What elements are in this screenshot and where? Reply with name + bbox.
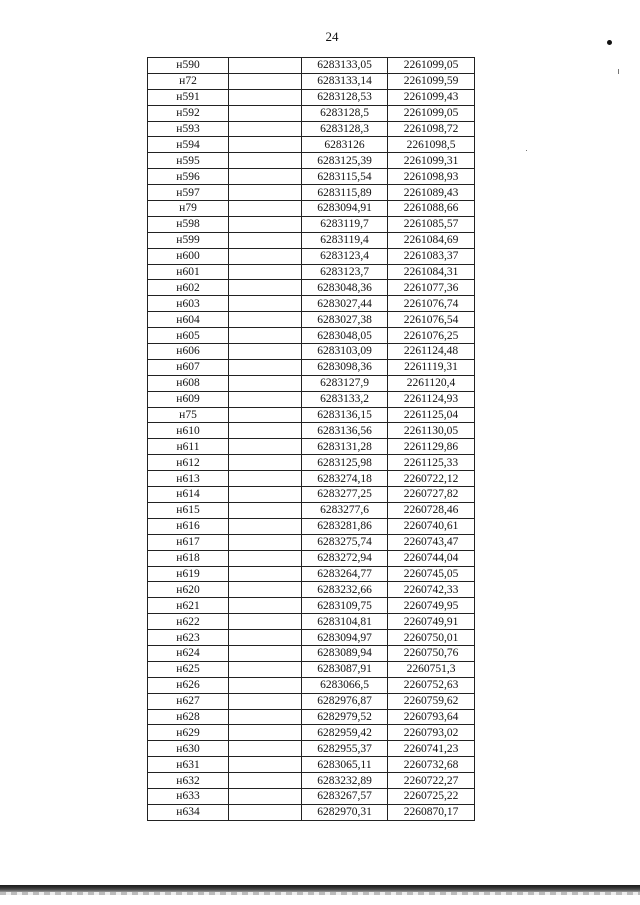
table-row — [148, 153, 475, 169]
blank-cell — [229, 264, 302, 280]
y-coordinate-cell: 2261124,48 — [388, 344, 475, 360]
x-coordinate-cell: 6283136,56 — [302, 423, 388, 439]
blank-cell — [229, 645, 302, 661]
blank-cell — [229, 216, 302, 232]
point-name-cell: н632 — [148, 773, 229, 789]
blank-cell — [229, 58, 302, 74]
blank-cell — [229, 328, 302, 344]
point-name-cell: н622 — [148, 614, 229, 630]
blank-cell — [229, 534, 302, 550]
point-name-cell: н609 — [148, 391, 229, 407]
table-row — [148, 423, 475, 439]
table-row — [148, 487, 475, 503]
y-coordinate-cell: 2261120,4 — [388, 375, 475, 391]
x-coordinate-cell: 6283126 — [302, 137, 388, 153]
blank-cell — [229, 773, 302, 789]
y-coordinate-cell: 2260745,05 — [388, 566, 475, 582]
table-row — [148, 502, 475, 518]
x-coordinate-cell: 6283104,81 — [302, 614, 388, 630]
y-coordinate-cell: 2261076,74 — [388, 296, 475, 312]
y-coordinate-cell: 2260749,95 — [388, 598, 475, 614]
table-row — [148, 296, 475, 312]
table-row — [148, 89, 475, 105]
point-name-cell: н594 — [148, 137, 229, 153]
y-coordinate-cell: 2260793,64 — [388, 709, 475, 725]
x-coordinate-cell: 6282955,37 — [302, 741, 388, 757]
x-coordinate-cell: 6283103,09 — [302, 344, 388, 360]
y-coordinate-cell: 2260725,22 — [388, 788, 475, 804]
table-row — [148, 709, 475, 725]
table-row — [148, 58, 475, 74]
scan-artifact-speck — [526, 150, 527, 151]
point-name-cell: н601 — [148, 264, 229, 280]
x-coordinate-cell: 6283272,94 — [302, 550, 388, 566]
blank-cell — [229, 487, 302, 503]
blank-cell — [229, 709, 302, 725]
point-name-cell: н634 — [148, 804, 229, 820]
point-name-cell: н620 — [148, 582, 229, 598]
x-coordinate-cell: 6283128,3 — [302, 121, 388, 137]
blank-cell — [229, 741, 302, 757]
point-name-cell: н603 — [148, 296, 229, 312]
table-row — [148, 455, 475, 471]
y-coordinate-cell: 2261098,93 — [388, 169, 475, 185]
x-coordinate-cell: 6283127,9 — [302, 375, 388, 391]
table-row — [148, 73, 475, 89]
x-coordinate-cell: 6283232,66 — [302, 582, 388, 598]
blank-cell — [229, 502, 302, 518]
table-row — [148, 693, 475, 709]
table-row — [148, 582, 475, 598]
y-coordinate-cell: 2260750,01 — [388, 630, 475, 646]
x-coordinate-cell: 6282979,52 — [302, 709, 388, 725]
table-row — [148, 630, 475, 646]
point-name-cell: н614 — [148, 487, 229, 503]
x-coordinate-cell: 6283125,98 — [302, 455, 388, 471]
point-name-cell: н605 — [148, 328, 229, 344]
table-row — [148, 201, 475, 217]
y-coordinate-cell: 2261098,72 — [388, 121, 475, 137]
table-row — [148, 550, 475, 566]
table-row — [148, 788, 475, 804]
blank-cell — [229, 471, 302, 487]
table-row — [148, 773, 475, 789]
table-row — [148, 391, 475, 407]
point-name-cell: н606 — [148, 344, 229, 360]
y-coordinate-cell: 2261129,86 — [388, 439, 475, 455]
y-coordinate-cell: 2260744,04 — [388, 550, 475, 566]
blank-cell — [229, 375, 302, 391]
point-name-cell: н633 — [148, 788, 229, 804]
y-coordinate-cell: 2261077,36 — [388, 280, 475, 296]
point-name-cell: н602 — [148, 280, 229, 296]
table-row — [148, 471, 475, 487]
point-name-cell: н592 — [148, 105, 229, 121]
y-coordinate-cell: 2261076,25 — [388, 328, 475, 344]
y-coordinate-cell: 2260722,12 — [388, 471, 475, 487]
point-name-cell: н607 — [148, 359, 229, 375]
table-row — [148, 645, 475, 661]
point-name-cell: н599 — [148, 232, 229, 248]
x-coordinate-cell: 6282976,87 — [302, 693, 388, 709]
table-row — [148, 344, 475, 360]
point-name-cell: н598 — [148, 216, 229, 232]
x-coordinate-cell: 6283133,2 — [302, 391, 388, 407]
y-coordinate-cell: 2261076,54 — [388, 312, 475, 328]
table-row — [148, 169, 475, 185]
y-coordinate-cell: 2261089,43 — [388, 185, 475, 201]
x-coordinate-cell: 6283125,39 — [302, 153, 388, 169]
table-row — [148, 121, 475, 137]
blank-cell — [229, 677, 302, 693]
blank-cell — [229, 407, 302, 423]
blank-cell — [229, 73, 302, 89]
point-name-cell: н619 — [148, 566, 229, 582]
blank-cell — [229, 248, 302, 264]
y-coordinate-cell: 2260743,47 — [388, 534, 475, 550]
x-coordinate-cell: 6283089,94 — [302, 645, 388, 661]
blank-cell — [229, 232, 302, 248]
y-coordinate-cell: 2260742,33 — [388, 582, 475, 598]
x-coordinate-cell: 6283087,91 — [302, 661, 388, 677]
x-coordinate-cell: 6283048,05 — [302, 328, 388, 344]
x-coordinate-cell: 6283136,15 — [302, 407, 388, 423]
x-coordinate-cell: 6283277,25 — [302, 487, 388, 503]
point-name-cell: н590 — [148, 58, 229, 74]
x-coordinate-cell: 6283065,11 — [302, 757, 388, 773]
table-row — [148, 280, 475, 296]
table-row — [148, 185, 475, 201]
point-name-cell: н623 — [148, 630, 229, 646]
point-name-cell: н591 — [148, 89, 229, 105]
blank-cell — [229, 693, 302, 709]
x-coordinate-cell: 6283115,89 — [302, 185, 388, 201]
blank-cell — [229, 137, 302, 153]
point-name-cell: н613 — [148, 471, 229, 487]
x-coordinate-cell: 6283119,7 — [302, 216, 388, 232]
blank-cell — [229, 566, 302, 582]
x-coordinate-cell: 6283267,57 — [302, 788, 388, 804]
y-coordinate-cell: 2260741,23 — [388, 741, 475, 757]
point-name-cell: н626 — [148, 677, 229, 693]
point-name-cell: н595 — [148, 153, 229, 169]
point-name-cell: н617 — [148, 534, 229, 550]
x-coordinate-cell: 6283133,05 — [302, 58, 388, 74]
point-name-cell: н615 — [148, 502, 229, 518]
table-row — [148, 566, 475, 582]
y-coordinate-cell: 2261099,59 — [388, 73, 475, 89]
x-coordinate-cell: 6283123,7 — [302, 264, 388, 280]
y-coordinate-cell: 2261083,37 — [388, 248, 475, 264]
blank-cell — [229, 788, 302, 804]
table-row — [148, 232, 475, 248]
y-coordinate-cell: 2261124,93 — [388, 391, 475, 407]
scan-bottom-edge — [0, 885, 640, 892]
table-row — [148, 248, 475, 264]
blank-cell — [229, 598, 302, 614]
y-coordinate-cell: 2261119,31 — [388, 359, 475, 375]
y-coordinate-cell: 2261099,43 — [388, 89, 475, 105]
table-row — [148, 264, 475, 280]
table-row — [148, 312, 475, 328]
y-coordinate-cell: 2261099,05 — [388, 58, 475, 74]
point-name-cell: н616 — [148, 518, 229, 534]
x-coordinate-cell: 6283109,75 — [302, 598, 388, 614]
blank-cell — [229, 661, 302, 677]
point-name-cell: н75 — [148, 407, 229, 423]
y-coordinate-cell: 2260749,91 — [388, 614, 475, 630]
table-row — [148, 328, 475, 344]
table-row — [148, 661, 475, 677]
scan-artifact-dot — [607, 40, 612, 45]
blank-cell — [229, 423, 302, 439]
x-coordinate-cell: 6283027,38 — [302, 312, 388, 328]
blank-cell — [229, 455, 302, 471]
blank-cell — [229, 804, 302, 820]
y-coordinate-cell: 2261130,05 — [388, 423, 475, 439]
y-coordinate-cell: 2260752,63 — [388, 677, 475, 693]
y-coordinate-cell: 2261098,5 — [388, 137, 475, 153]
point-name-cell: н631 — [148, 757, 229, 773]
y-coordinate-cell: 2261084,69 — [388, 232, 475, 248]
page-number: 24 — [325, 29, 339, 44]
y-coordinate-cell: 2261085,57 — [388, 216, 475, 232]
table-row — [148, 614, 475, 630]
point-name-cell: н625 — [148, 661, 229, 677]
table-row — [148, 105, 475, 121]
x-coordinate-cell: 6283133,14 — [302, 73, 388, 89]
scan-artifact-mark — [618, 69, 619, 74]
blank-cell — [229, 582, 302, 598]
point-name-cell: н597 — [148, 185, 229, 201]
point-name-cell: н618 — [148, 550, 229, 566]
point-name-cell: н611 — [148, 439, 229, 455]
blank-cell — [229, 280, 302, 296]
coordinates-table-body — [148, 58, 475, 821]
table-row — [148, 741, 475, 757]
x-coordinate-cell: 6283119,4 — [302, 232, 388, 248]
x-coordinate-cell: 6283274,18 — [302, 471, 388, 487]
y-coordinate-cell: 2260732,68 — [388, 757, 475, 773]
y-coordinate-cell: 2261099,05 — [388, 105, 475, 121]
x-coordinate-cell: 6282970,31 — [302, 804, 388, 820]
x-coordinate-cell: 6283094,97 — [302, 630, 388, 646]
point-name-cell: н593 — [148, 121, 229, 137]
point-name-cell: н624 — [148, 645, 229, 661]
x-coordinate-cell: 6283098,36 — [302, 359, 388, 375]
x-coordinate-cell: 6283131,28 — [302, 439, 388, 455]
y-coordinate-cell: 2261088,66 — [388, 201, 475, 217]
blank-cell — [229, 439, 302, 455]
point-name-cell: н630 — [148, 741, 229, 757]
table-row — [148, 804, 475, 820]
point-name-cell: н72 — [148, 73, 229, 89]
table-row — [148, 757, 475, 773]
x-coordinate-cell: 6283123,4 — [302, 248, 388, 264]
table-row — [148, 725, 475, 741]
point-name-cell: н600 — [148, 248, 229, 264]
table-row — [148, 375, 475, 391]
blank-cell — [229, 169, 302, 185]
point-name-cell: н610 — [148, 423, 229, 439]
point-name-cell: н79 — [148, 201, 229, 217]
y-coordinate-cell: 2261084,31 — [388, 264, 475, 280]
x-coordinate-cell: 6283128,53 — [302, 89, 388, 105]
y-coordinate-cell: 2260728,46 — [388, 502, 475, 518]
x-coordinate-cell: 6283048,36 — [302, 280, 388, 296]
y-coordinate-cell: 2260751,3 — [388, 661, 475, 677]
blank-cell — [229, 344, 302, 360]
blank-cell — [229, 550, 302, 566]
point-name-cell: н596 — [148, 169, 229, 185]
blank-cell — [229, 359, 302, 375]
x-coordinate-cell: 6282959,42 — [302, 725, 388, 741]
y-coordinate-cell: 2260870,17 — [388, 804, 475, 820]
x-coordinate-cell: 6283027,44 — [302, 296, 388, 312]
blank-cell — [229, 153, 302, 169]
point-name-cell: н604 — [148, 312, 229, 328]
point-name-cell: н608 — [148, 375, 229, 391]
blank-cell — [229, 614, 302, 630]
blank-cell — [229, 725, 302, 741]
x-coordinate-cell: 6283115,54 — [302, 169, 388, 185]
x-coordinate-cell: 6283281,86 — [302, 518, 388, 534]
y-coordinate-cell: 2261125,33 — [388, 455, 475, 471]
table-row — [148, 407, 475, 423]
table-row — [148, 534, 475, 550]
y-coordinate-cell: 2260722,27 — [388, 773, 475, 789]
blank-cell — [229, 312, 302, 328]
y-coordinate-cell: 2260793,02 — [388, 725, 475, 741]
table-row — [148, 518, 475, 534]
x-coordinate-cell: 6283094,91 — [302, 201, 388, 217]
point-name-cell: н621 — [148, 598, 229, 614]
table-row — [148, 137, 475, 153]
blank-cell — [229, 391, 302, 407]
x-coordinate-cell: 6283275,74 — [302, 534, 388, 550]
blank-cell — [229, 89, 302, 105]
table-row — [148, 359, 475, 375]
coordinates-table — [147, 57, 475, 821]
blank-cell — [229, 105, 302, 121]
y-coordinate-cell: 2261099,31 — [388, 153, 475, 169]
x-coordinate-cell: 6283232,89 — [302, 773, 388, 789]
blank-cell — [229, 630, 302, 646]
y-coordinate-cell: 2260740,61 — [388, 518, 475, 534]
blank-cell — [229, 296, 302, 312]
point-name-cell: н628 — [148, 709, 229, 725]
y-coordinate-cell: 2260727,82 — [388, 487, 475, 503]
point-name-cell: н629 — [148, 725, 229, 741]
x-coordinate-cell: 6283264,77 — [302, 566, 388, 582]
table-row — [148, 677, 475, 693]
x-coordinate-cell: 6283277,6 — [302, 502, 388, 518]
blank-cell — [229, 121, 302, 137]
point-name-cell: н612 — [148, 455, 229, 471]
y-coordinate-cell: 2260759,62 — [388, 693, 475, 709]
y-coordinate-cell: 2260750,76 — [388, 645, 475, 661]
table-row — [148, 216, 475, 232]
y-coordinate-cell: 2261125,04 — [388, 407, 475, 423]
blank-cell — [229, 201, 302, 217]
point-name-cell: н627 — [148, 693, 229, 709]
blank-cell — [229, 185, 302, 201]
blank-cell — [229, 518, 302, 534]
table-row — [148, 598, 475, 614]
scan-bottom-edge-noise — [0, 892, 640, 895]
x-coordinate-cell: 6283128,5 — [302, 105, 388, 121]
x-coordinate-cell: 6283066,5 — [302, 677, 388, 693]
blank-cell — [229, 757, 302, 773]
table-row — [148, 439, 475, 455]
